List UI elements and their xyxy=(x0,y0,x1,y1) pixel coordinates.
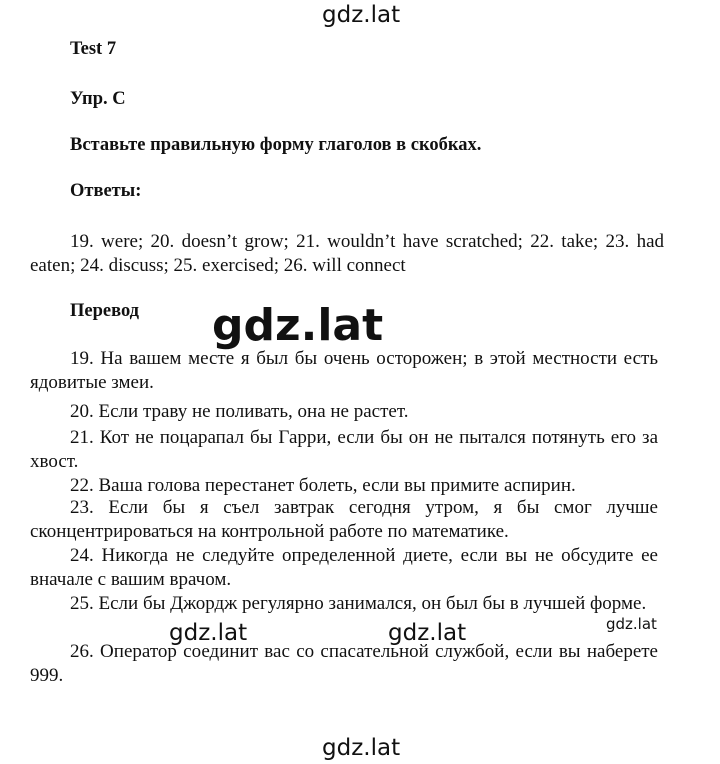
answers-text: 19. were; 20. doesn’t grow; 21. wouldn’t have scratched; 22. take; 23. had eaten; 24. discuss; 25. exercised; 26. will connect xyxy=(30,231,664,276)
watermark-middle-right: gdz.lat xyxy=(388,620,467,646)
translation-item: 26. Оператор соединит вас со спасательной службой, если вы наберете 999. xyxy=(30,641,658,686)
translation-item: 25. Если бы Джордж регулярно занимался, он был бы в лучшей форме. xyxy=(70,593,647,614)
translation-item: 20. Если траву не поливать, она не растет. xyxy=(70,401,409,422)
watermark-middle-left: gdz.lat xyxy=(169,620,248,646)
task-instruction: Вставьте правильную форму глаголов в скобках. xyxy=(70,135,482,155)
translation-item: 23. Если бы я съел завтрак сегодня утром, я бы смог лучше сконцентрироваться на контрольной работе по математике. xyxy=(30,497,658,542)
watermark-top: gdz.lat xyxy=(322,2,401,28)
watermark-small: gdz.lat xyxy=(606,615,657,633)
watermark-bottom: gdz.lat xyxy=(322,735,401,761)
answers-heading: Ответы: xyxy=(70,181,142,201)
watermark-center: gdz.lat xyxy=(212,300,384,351)
translation-item: 22. Ваша голова перестанет болеть, если вы примите аспирин. xyxy=(70,475,576,496)
translation-heading: Перевод xyxy=(70,301,140,321)
translation-item: 19. На вашем месте я был бы очень осторожен; в этой местности есть ядовитые змеи. xyxy=(30,348,658,393)
exercise-label: Упр. C xyxy=(70,89,126,109)
test-title: Test 7 xyxy=(70,39,117,59)
translation-item: 21. Кот не поцарапал бы Гарри, если бы он не пытался потянуть его за хвост. xyxy=(30,427,658,472)
translation-item: 24. Никогда не следуйте определенной диете, если вы не обсудите ее вначале с вашим врачом. xyxy=(30,545,658,590)
